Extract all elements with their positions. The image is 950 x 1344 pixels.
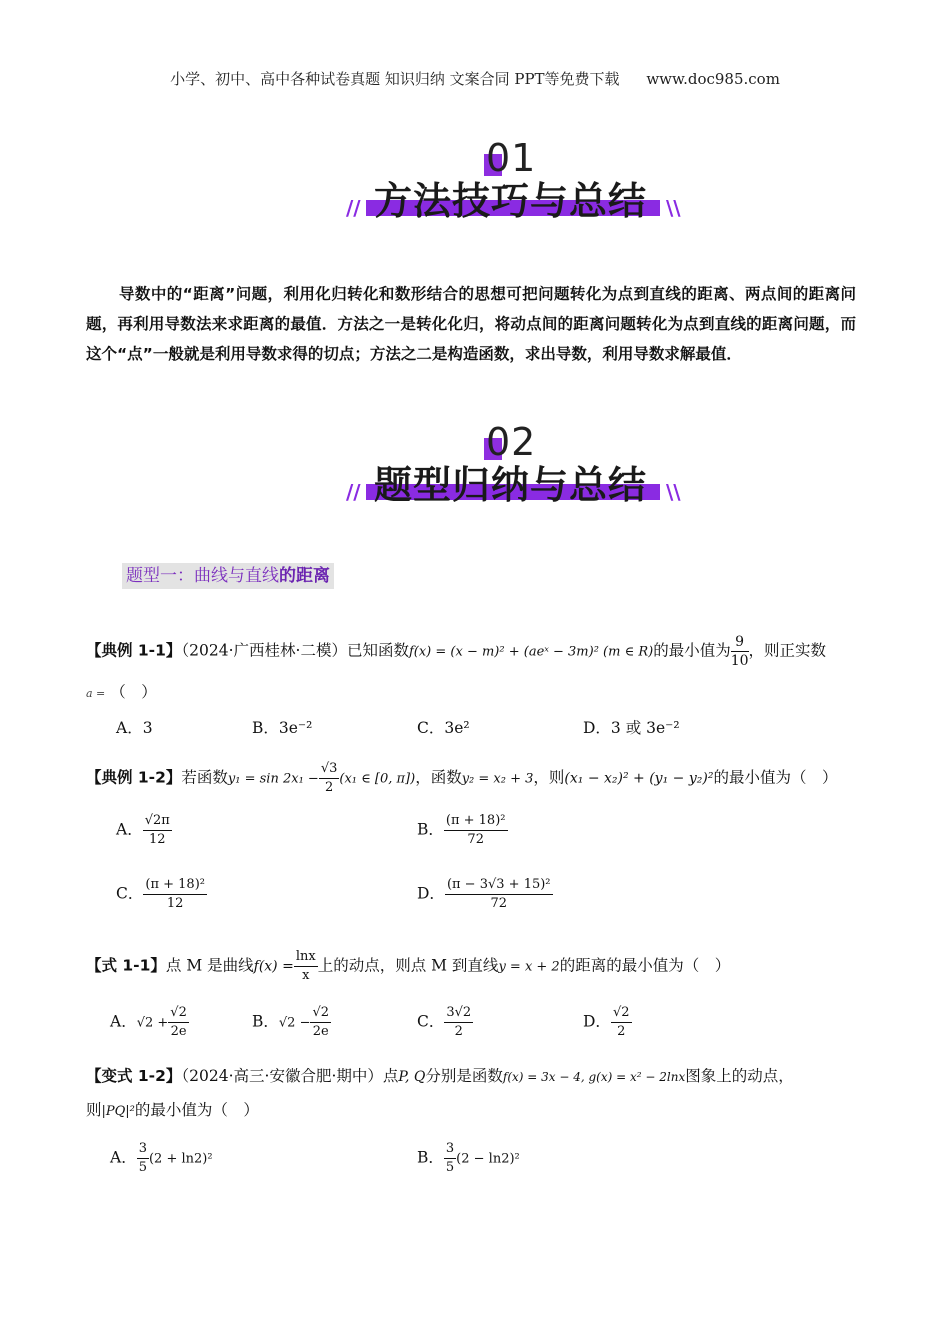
type-tag-part2: 的距离	[279, 566, 330, 586]
header-site-link[interactable]: www.doc985.com	[646, 70, 780, 88]
numerator: (π − 3√3 + 15)²	[445, 876, 553, 895]
fraction	[444, 1140, 456, 1177]
slash-decoration-right: \\	[666, 480, 681, 504]
numerator: (π + 18)²	[143, 876, 207, 895]
denominator: 2	[617, 1024, 626, 1039]
option-a[interactable]	[116, 812, 172, 849]
method-summary-paragraph: 导数中的“距离”问题，利用化归转化和数形结合的思想可把问题转化为点到直线的距离、两点间的距离问题，再利用导数法来求距离的最值．方法之一是转化化归，将动点间的距离问题转化为点到直线的距离问题，而这个“点”一般就是利用导数求得的切点；方法之二是构造函数，求出导数，利用导数求解最值．	[86, 285, 856, 363]
fraction	[137, 1140, 149, 1177]
formula: √2 −	[278, 1015, 311, 1031]
denominator: 12	[148, 832, 166, 847]
fraction	[310, 1004, 331, 1041]
option-a[interactable]	[110, 1004, 189, 1041]
numerator: 3	[137, 1140, 149, 1159]
fraction	[143, 812, 172, 849]
option-label: A．	[116, 820, 143, 839]
formula: (2 − ln2)²	[456, 1151, 520, 1167]
denominator: 5	[445, 1160, 455, 1175]
fraction	[444, 812, 508, 849]
option-d[interactable]: D．3 或 3e⁻²	[583, 719, 680, 737]
question-text: ，则	[533, 768, 565, 787]
type-tag-part1: 题型一：曲线与直线	[126, 566, 279, 586]
formula: P, Q	[398, 1069, 426, 1085]
question-text: 则	[86, 1101, 102, 1119]
fraction	[445, 876, 553, 913]
option-label: A．	[110, 1012, 137, 1031]
option-label: C．	[116, 884, 144, 903]
header-text: 小学、初中、高中各种试卷真题 知识归纳 文案合同 PPT等免费下载	[170, 70, 620, 88]
question-text: ，函数	[415, 768, 462, 787]
formula: (x₁ − x₂)² + (y₁ − y₂)²	[564, 770, 714, 787]
denominator: 2	[454, 1024, 463, 1039]
option-label: A．	[110, 1148, 137, 1167]
denominator: 2e	[170, 1024, 187, 1039]
option-b[interactable]: B．3e⁻²	[252, 719, 313, 737]
question-text: 图象上的动点，	[685, 1067, 794, 1085]
denominator: x	[302, 968, 310, 983]
question-source: （2024·广西桂林·二模）已知函数	[181, 641, 409, 660]
option-label: C．	[417, 1012, 445, 1031]
fraction	[611, 1004, 632, 1041]
formula: f(x) =	[253, 958, 294, 975]
option-label: D．	[417, 884, 445, 903]
formula: y = x + 2	[498, 959, 560, 975]
formula: (2 + ln2)²	[148, 1151, 213, 1167]
slash-decoration-right: \\	[666, 196, 681, 220]
option-d[interactable]	[583, 1004, 632, 1041]
formula: y₁ = sin 2x₁ −	[227, 771, 319, 787]
option-b[interactable]	[252, 1004, 331, 1041]
fraction	[294, 948, 318, 985]
question-text: 点 M 是曲线	[165, 956, 254, 975]
question-text: ，则正实数	[748, 641, 827, 660]
option-b[interactable]	[417, 812, 508, 849]
answer-blank: （ ）	[110, 683, 157, 701]
page-header	[0, 68, 950, 89]
formula: √2 +	[136, 1015, 169, 1031]
section-banner-2	[340, 420, 681, 514]
section-banner-1	[340, 136, 681, 230]
fraction	[444, 1004, 473, 1041]
section-title: 方法技巧与总结	[374, 179, 648, 223]
option-c[interactable]: C．3e²	[417, 719, 470, 737]
numerator: 9	[731, 633, 749, 652]
question-type-tag	[122, 563, 334, 589]
numerator: √2π	[143, 812, 172, 831]
option-c[interactable]	[417, 1004, 473, 1041]
numerator: √2	[611, 1004, 632, 1023]
option-label: B．	[417, 1148, 444, 1167]
denominator: 10	[730, 653, 749, 669]
option-c[interactable]	[116, 876, 207, 913]
formula: a =	[86, 687, 106, 700]
option-d[interactable]	[417, 876, 553, 913]
numerator: 3√2	[444, 1004, 473, 1023]
denominator: 72	[490, 896, 507, 911]
slash-decoration-left: //	[346, 196, 361, 220]
question-label: 【典例 1-2】	[86, 768, 182, 787]
question-1-2	[86, 760, 886, 797]
question-1-1	[86, 633, 866, 670]
denominator: 2e	[312, 1024, 329, 1039]
option-label: D．	[583, 1012, 611, 1031]
numerator: √3	[319, 760, 340, 779]
numerator: √2	[168, 1004, 189, 1023]
question-text: （2024·高三·安徽合肥·期中）点	[181, 1067, 399, 1085]
question-text: 分别是函数	[425, 1067, 503, 1085]
formula: y₂ = x₂ + 3	[461, 771, 534, 787]
formula: (x₁ ∈ [0, π])	[339, 771, 416, 787]
numerator: lnx	[294, 948, 318, 967]
option-b[interactable]	[417, 1140, 520, 1177]
denominator: 2	[324, 780, 334, 795]
question-text: 的最小值为（ ）	[134, 1101, 259, 1119]
section-title: 题型归纳与总结	[374, 463, 648, 507]
option-label: B．	[417, 820, 444, 839]
question-label: 【典例 1-1】	[86, 641, 182, 660]
section-number: 02	[486, 420, 537, 464]
question-label: 【变式 1-2】	[86, 1067, 182, 1085]
option-a[interactable]: A．3	[116, 719, 153, 737]
question-text: 的最小值为	[653, 641, 731, 660]
fraction	[731, 633, 749, 670]
formula: f(x) = (x − m)² + (aeˣ − 3m)² (m ∈ R)	[408, 644, 654, 660]
fraction	[319, 760, 340, 797]
numerator: √2	[310, 1004, 331, 1023]
section-number: 01	[486, 136, 537, 180]
formula: f(x) = 3x − 4, g(x) = x² − 2lnx	[502, 1070, 686, 1084]
question-text: 上的动点，则点 M 到直线	[317, 956, 499, 975]
denominator: 12	[166, 896, 184, 911]
question-text: 的距离的最小值为（ ）	[559, 956, 731, 975]
question-text: 若函数	[181, 768, 228, 787]
numerator: 3	[444, 1140, 456, 1159]
fraction	[168, 1004, 189, 1041]
question-1-1-line2	[86, 680, 157, 706]
denominator: 72	[467, 832, 484, 847]
numerator: (π + 18)²	[444, 812, 508, 831]
denominator: 5	[138, 1160, 147, 1175]
formula: |PQ|²	[101, 1104, 135, 1119]
option-a[interactable]	[110, 1140, 213, 1177]
option-label: B．	[252, 1012, 279, 1031]
fraction	[143, 876, 207, 913]
variant-question-1-2-line2	[86, 1098, 259, 1124]
variant-question-1-1	[86, 948, 886, 985]
slash-decoration-left: //	[346, 480, 361, 504]
question-text: 的最小值为（ ）	[713, 768, 838, 787]
variant-question-1-2	[86, 1064, 886, 1089]
question-label: 【式 1-1】	[86, 956, 166, 975]
